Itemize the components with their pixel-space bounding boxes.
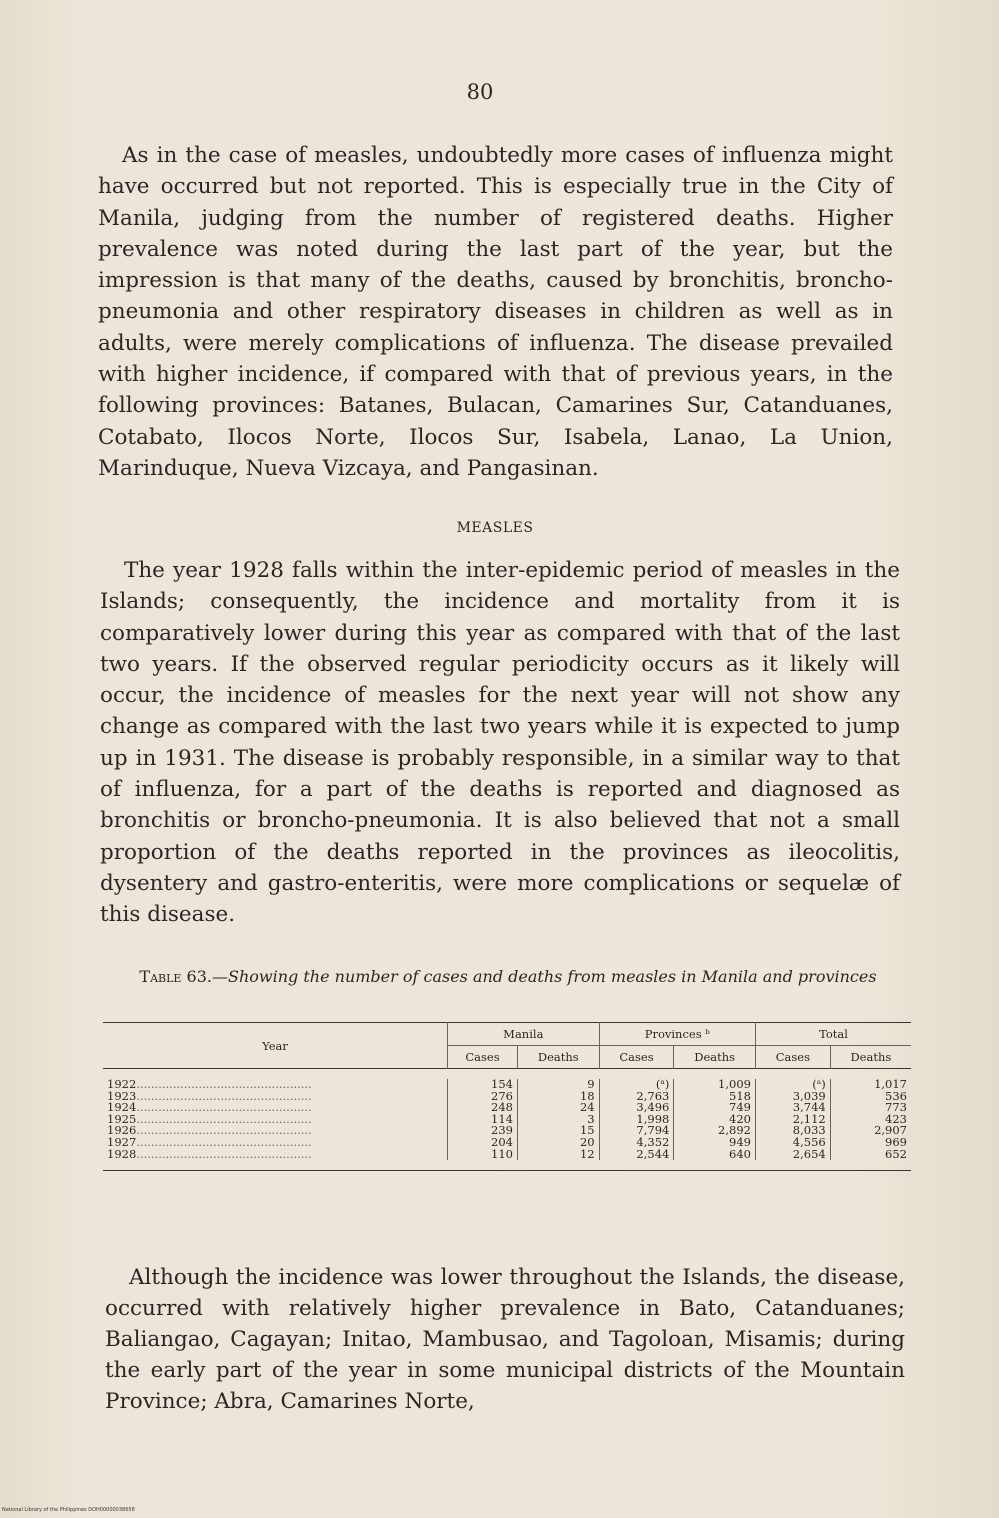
cell-p-deaths: 518 (674, 1091, 756, 1103)
cell-m-cases: 239 (448, 1125, 518, 1137)
cell-m-cases: 276 (448, 1091, 518, 1103)
cell-t-cases: 3,039 (755, 1091, 830, 1103)
cell-t-deaths: 773 (830, 1102, 911, 1114)
year-value: 1925 (107, 1111, 137, 1126)
cell-year: 1928................................................ (107, 1146, 312, 1161)
cell-p-cases: 4,352 (599, 1137, 674, 1149)
cell-p-deaths: 749 (674, 1102, 756, 1114)
header-total-deaths: Deaths (830, 1046, 911, 1069)
cell-p-deaths: 640 (674, 1149, 756, 1161)
year-value: 1927 (107, 1134, 137, 1149)
cell-p-deaths: 1,009 (674, 1079, 756, 1091)
page-number: 80 (466, 80, 494, 104)
cell-year: 1927................................................ (107, 1134, 312, 1149)
cell-year: 1925................................................ (107, 1111, 312, 1126)
cell-t-cases: (ᵃ) (755, 1079, 830, 1091)
header-group-provinces: Provinces ᵇ (599, 1023, 755, 1046)
cell-p-deaths: 420 (674, 1114, 756, 1126)
cell-m-deaths: 12 (517, 1149, 599, 1161)
cell-year: 1922................................................ (107, 1077, 312, 1091)
cell-year: 1926................................................ (107, 1123, 312, 1138)
year-value: 1924 (107, 1100, 137, 1115)
measles-table (103, 1022, 911, 1171)
cell-p-cases: 2,763 (599, 1091, 674, 1103)
cell-m-deaths: 18 (517, 1091, 599, 1103)
table-caption-lead: Table 63. (139, 967, 212, 986)
cell-year: 1924................................................ (107, 1100, 312, 1115)
header-group-manila: Manila (448, 1023, 600, 1046)
year-value: 1922 (107, 1077, 137, 1091)
cell-year: 1923................................................ (107, 1088, 312, 1103)
cell-m-cases: 110 (448, 1149, 518, 1161)
cell-t-cases: 2,112 (755, 1114, 830, 1126)
cell-m-cases: 204 (448, 1137, 518, 1149)
cell-t-deaths: 652 (830, 1149, 911, 1161)
cell-t-cases: 2,654 (755, 1149, 830, 1161)
header-total-cases: Cases (755, 1046, 830, 1069)
header-provinces-deaths: Deaths (674, 1046, 756, 1069)
header-group-total: Total (755, 1023, 911, 1046)
cell-p-cases: 7,794 (599, 1125, 674, 1137)
year-value: 1923 (107, 1088, 137, 1103)
paragraph-influenza: As in the case of measles, undoubtedly more cases of influenza might have occurred but not reported. This is especially true in the City of Manila, judging from the number of registered deaths. Higher prevalence was noted during the last part of the year, but the impression is that many of the deaths, caused by bronchitis, broncho-pneumonia and other respiratory diseases in children as well as in adults, were merely complications of influenza. The disease prevailed with higher incidence, if compared with that of previous years, in the following provinces: Batanes, Bulacan, Camarines Sur, Catanduanes, Cotabato, Ilocos Norte, Ilocos Sur, Isabela, Lanao, La Union, Marinduque, Nueva Vizcaya, and Pangasinan. (98, 143, 893, 481)
cell-m-deaths: 24 (517, 1102, 599, 1114)
cell-t-deaths: 423 (830, 1114, 911, 1126)
cell-t-deaths: 2,907 (830, 1125, 911, 1137)
cell-p-cases: 1,998 (599, 1114, 674, 1126)
cell-m-deaths: 15 (517, 1125, 599, 1137)
cell-t-deaths: 969 (830, 1137, 911, 1149)
cell-t-cases: 3,744 (755, 1102, 830, 1114)
paragraph-measles-prevalence: Although the incidence was lower throughout the Islands, the disease, occurred with relatively higher prevalence in Bato, Catanduanes; Baliangao, Cagayan; Initao, Mambusao, and Tagoloan, Misamis; during the early part of the year in some municipal districts of the Mountain Province; Abra, Camarines Norte, (105, 1265, 905, 1414)
cell-m-deaths: 20 (517, 1137, 599, 1149)
year-value: 1928 (107, 1146, 137, 1161)
cell-m-deaths: 3 (517, 1114, 599, 1126)
paragraph-measles: The year 1928 falls within the inter-epidemic period of measles in the Islands; consequently, the incidence and mortality from it is comparatively lower during this year as compared with that of the last two years. If the observed regular periodicity occurs as it likely will occur, the incidence of measles for the next year will not show any change as compared with the last two years while it is expected to jump up in 1931. The disease is probably responsible, in a similar way to that of influenza, for a part of the deaths is reported and diagnosed as bronchitis or broncho-pneumonia. It is also believed that not a small proportion of the deaths reported in the provinces as ileocolitis, dysentery and gastro-enteritis, were more complications or sequelæ of this disease. (100, 558, 900, 928)
header-manila-cases: Cases (448, 1046, 518, 1069)
cell-p-deaths: 2,892 (674, 1125, 756, 1137)
library-footer: National Library of the Philippines DOH00000038658 (2, 1507, 135, 1513)
cell-m-cases: 154 (448, 1079, 518, 1091)
cell-p-cases: 2,544 (599, 1149, 674, 1161)
cell-p-cases: 3,496 (599, 1102, 674, 1114)
cell-t-cases: 8,033 (755, 1125, 830, 1137)
year-value: 1926 (107, 1123, 137, 1138)
section-heading-measles: MEASLES (456, 520, 534, 536)
header-manila-deaths: Deaths (517, 1046, 599, 1069)
header-provinces-cases: Cases (599, 1046, 674, 1069)
table-caption (128, 965, 888, 989)
cell-t-deaths: 536 (830, 1091, 911, 1103)
cell-t-cases: 4,556 (755, 1137, 830, 1149)
cell-t-deaths: 1,017 (830, 1079, 911, 1091)
header-year: Year (262, 1038, 288, 1053)
cell-m-cases: 248 (448, 1102, 518, 1114)
cell-m-deaths: 9 (517, 1079, 599, 1091)
table-caption-text: —Showing the number of cases and deaths from measles in Manila and provinces (212, 967, 877, 986)
cell-p-cases: (ᵃ) (599, 1079, 674, 1091)
cell-p-deaths: 949 (674, 1137, 756, 1149)
table-row (103, 1149, 911, 1161)
cell-m-cases: 114 (448, 1114, 518, 1126)
